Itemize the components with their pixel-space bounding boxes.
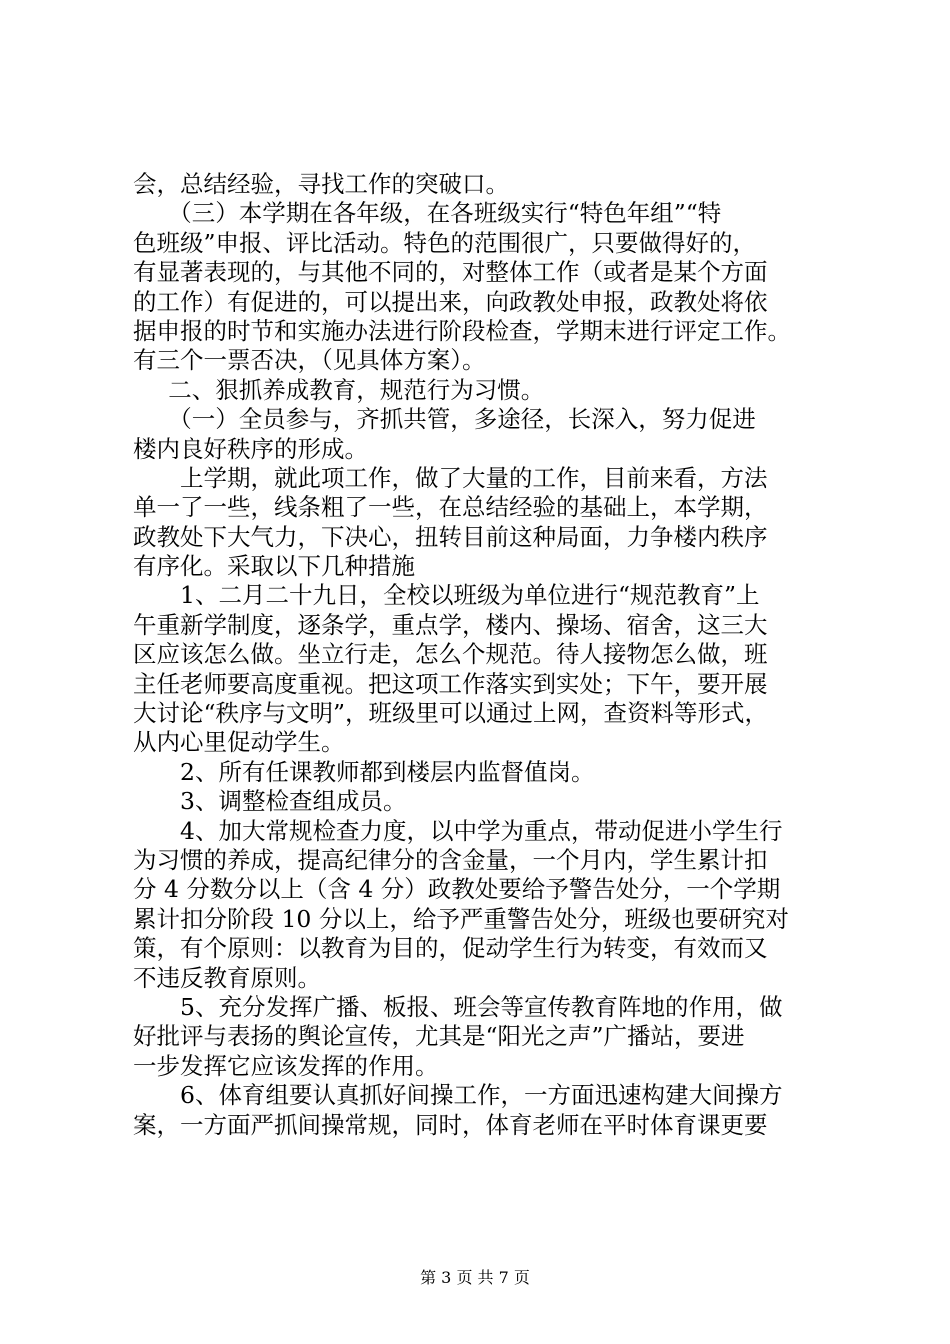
text-line: 的工作）有促进的，可以提出来，向政教处申报，政教处将依: [133, 287, 768, 316]
text-line: 午重新学制度，逐条学，重点学，楼内、操场、宿舍，这三大: [133, 610, 768, 639]
text-line: 分 4 分数分以上（含 4 分）政教处要给予警告处分，一个学期: [133, 875, 781, 904]
text-line: 上学期，就此项工作，做了大量的工作，目前来看，方法: [180, 463, 768, 492]
text-line: 一步发挥它应该发挥的作用。: [133, 1051, 439, 1080]
text-line: 2、所有任课教师都到楼层内监督值岗。: [180, 757, 595, 786]
text-line: 有序化。采取以下几种措施: [133, 552, 415, 581]
text-line: 案，一方面严抓间操常规，同时，体育老师在平时体育课更要: [133, 1110, 768, 1139]
text-line: 为习惯的养成，提高纪律分的含金量，一个月内，学生累计扣: [133, 845, 768, 874]
text-line: 主任老师要高度重视。把这项工作落实到实处；下午，要开展: [133, 669, 768, 698]
text-line: 不违反教育原则。: [133, 963, 321, 992]
text-line: 累计扣分阶段 10 分以上，给予严重警告处分，班级也要研究对: [133, 904, 789, 933]
text-line: 有显著表现的，与其他不同的，对整体工作（或者是某个方面: [133, 258, 768, 287]
text-line: 1、二月二十九日，全校以班级为单位进行“规范教育”上: [180, 581, 760, 610]
text-line: 6、体育组要认真抓好间操工作，一方面迅速构建大间操方: [180, 1081, 783, 1110]
text-line: 会，总结经验，寻找工作的突破口。: [133, 170, 509, 198]
text-line: 有三个一票否决，（见具体方案）。: [133, 346, 486, 375]
text-line: 策，有个原则：以教育为目的，促动学生行为转变，有效而又: [133, 934, 768, 963]
text-line: 色班级”申报、评比活动。特色的范围很广，只要做得好的，: [133, 228, 757, 257]
text-line: （一）全员参与，齐抓共管，多途径，长深入，努力促进: [168, 405, 756, 434]
text-line: 楼内良好秩序的形成。: [133, 434, 368, 463]
text-line: 单一了一些，线条粗了一些，在总结经验的基础上，本学期，: [133, 493, 768, 522]
text-line: 4、加大常规检查力度，以中学为重点，带动促进小学生行: [180, 816, 783, 845]
text-line: 据申报的时节和实施办法进行阶段检查，学期末进行评定工作。: [133, 316, 791, 345]
text-line: 政教处下大气力，下决心，扭转目前这种局面，力争楼内秩序: [133, 522, 768, 551]
text-line: 从内心里促动学生。: [133, 728, 345, 757]
page-footer: 第 3 页 共 7 页: [420, 1268, 530, 1287]
text-line: 3、调整检查组成员。: [180, 787, 407, 816]
text-line: 区应该怎么做。坐立行走，怎么个规范。待人接物怎么做，班: [133, 640, 768, 669]
document-body: [133, 170, 833, 1140]
text-line: （三）本学期在各年级，在各班级实行“特色年组”“特: [168, 199, 722, 228]
text-line: 5、充分发挥广播、板报、班会等宣传教育阵地的作用，做: [180, 992, 783, 1021]
text-line: 大讨论“秩序与文明”，班级里可以通过上网，查资料等形式，: [133, 699, 769, 728]
text-line: 二、狠抓养成教育，规范行为习惯。: [168, 375, 545, 404]
text-line: 好批评与表扬的舆论宣传，尤其是“阳光之声”广播站，要进: [133, 1022, 745, 1051]
